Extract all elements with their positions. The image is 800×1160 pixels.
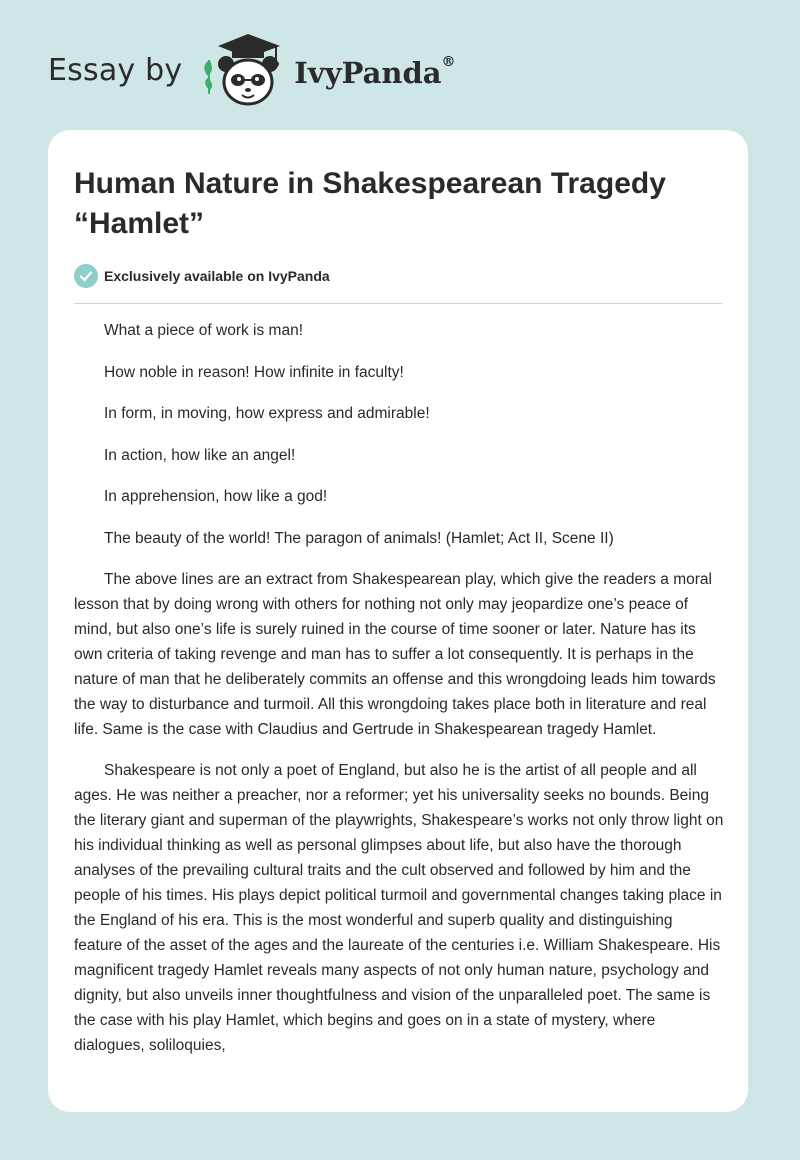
quote-line: What a piece of work is man! [104, 322, 303, 339]
quote-line: The beauty of the world! The paragon of animals! (Hamlet; Act II, Scene II) [104, 529, 614, 547]
quote-line: In apprehension, how like a god! [104, 488, 328, 505]
check-circle-icon [74, 264, 98, 288]
registered-mark: ® [441, 54, 456, 70]
quote-line: How noble in reason! How infinite in faculty! [104, 363, 404, 381]
paragraph: Shakespeare is not only a poet of England, but also he is the artist of all people and all ages. He was neither a preacher, nor a reformer; yet his universality seeks no bounds. Being the literary giant and superman of the playwrights, Shakespeare’s works not only throw light on his individual thinking as well as personal glimpses about life, but also have the thorough analyses of the prevailing cultural traits and the cult observed and followed by him and the people of his times. His plays depict political turmoil and governmental changes taking place in the England of his era. This is the most wonderful and superb quality and distinguishing feature of the asset of the ages and the laureate of the centuries i.e. William Shakespeare. His magnificent tragedy Hamlet reveals many aspects of not only human nature, psychology and dignity, but also unveils inner thoughtfulness and vision of the unparalleled poet. The same is the case with his play Hamlet, which begins and goes on in a state of mystery, where dialogues, soliloquies, [74, 762, 724, 1054]
panda-graduate-icon[interactable] [198, 30, 290, 110]
exclusive-badge [74, 264, 330, 288]
exclusive-badge-label: Exclusively available on IvyPanda [104, 268, 330, 284]
quote-line: In action, how like an angel! [104, 446, 296, 464]
essay-body [74, 318, 724, 1074]
page-title: Human Nature in Shakespearean Tragedy “Hamlet” [74, 167, 666, 240]
essay-by-label: Essay by [48, 52, 183, 88]
paragraph: The above lines are an extract from Shakespearean play, which give the readers a moral lesson that by doing wrong with others for nothing not only may jeopardize one’s peace of mind, but also one’s life is surely ruined in the course of time sooner or later. Nature has its own criteria of taking revenge and man has to suffer a lot consequently. It is perhaps in the nature of man that he deliberately commits an offense and this wrongdoing leads him towards the way to disturbance and turmoil. All this wrongdoing takes place both in literature and real life. Same is the case with Claudius and Gertrude in Shakespearean tragedy Hamlet. [74, 571, 716, 738]
quote-line: In form, in moving, how express and admirable! [104, 405, 430, 422]
site-header [48, 30, 456, 110]
divider [74, 303, 722, 304]
essay-card [48, 130, 748, 1112]
brand-name[interactable]: IvyPanda® [294, 54, 456, 90]
